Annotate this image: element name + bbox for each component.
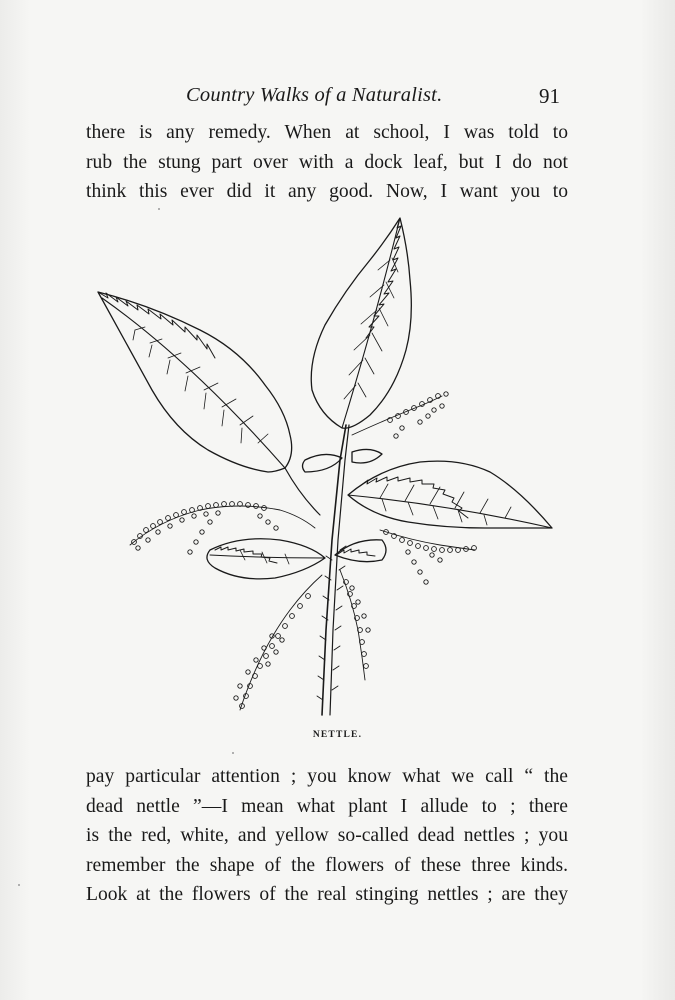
catkin-left (130, 502, 315, 555)
text-line: is the red, white, and yellow so-called dead nettles ; you (86, 825, 568, 846)
text-line: dead nettle ”—I mean what plant I allude to ; there (86, 795, 568, 817)
catkin-right (380, 530, 476, 585)
running-head (86, 84, 564, 112)
catkin-upper-right (352, 392, 448, 438)
text-line: rub the stung part over with a dock leaf, but I do not (86, 151, 568, 173)
leaf-right (348, 461, 552, 528)
catkin-lower-right (340, 570, 370, 680)
catkin-lower-left (234, 575, 322, 710)
body-text-top (86, 118, 568, 207)
figure-caption: NETTLE. (312, 730, 363, 740)
paper-speck (18, 884, 20, 886)
body-text-bottom (86, 762, 568, 910)
text-line: remember the shape of the flowers of these three kinds. (86, 854, 568, 876)
text-line: there is any remedy. When at school, I was told to (86, 122, 568, 143)
nettle-illustration (90, 210, 570, 730)
leaf-lower-right (335, 540, 386, 562)
leaf-top (311, 218, 411, 428)
paper-speck (158, 208, 160, 210)
text-line: pay particular attention ; you know what we call “ the (86, 766, 568, 787)
leaf-small-center (303, 449, 383, 472)
leaf-lower-left (207, 539, 325, 579)
leaf-upper-left (98, 292, 320, 515)
page-number: 91 (539, 84, 560, 108)
paper-speck (232, 752, 234, 754)
running-title: Country Walks of a Naturalist. (186, 84, 443, 106)
text-line: think this ever did it any good. Now, I want you to (86, 181, 568, 202)
text-line: Look at the flowers of the real stinging nettles ; are they (86, 884, 568, 905)
